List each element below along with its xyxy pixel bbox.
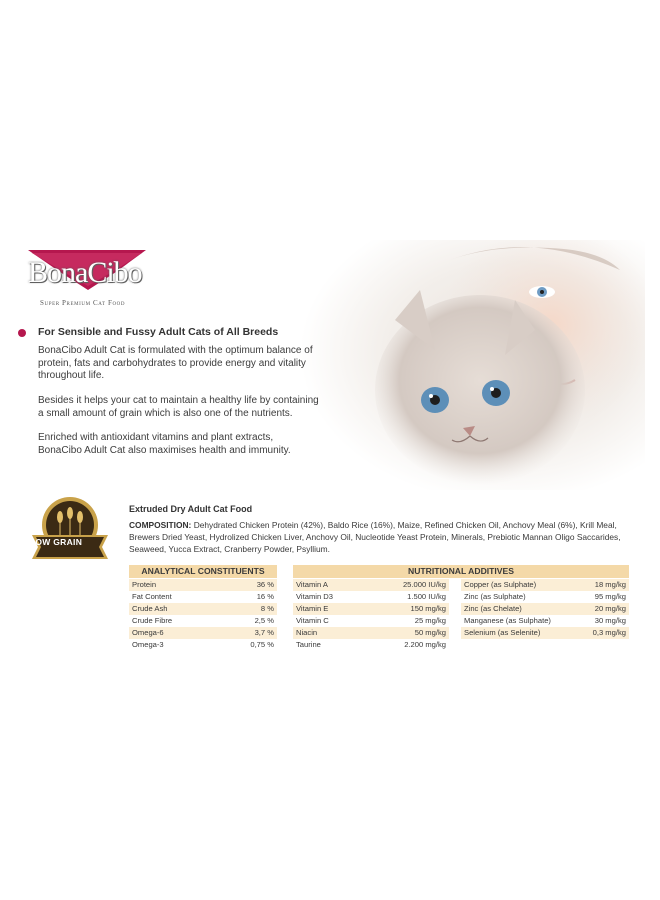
woman-and-cat-photo [300,240,645,490]
row-value: 150 mg/kg [410,604,446,613]
row-label: Crude Ash [132,604,168,613]
row-label: Zinc (as Sulphate) [464,592,526,601]
intro-paragraph [38,345,328,383]
intro-heading: For Sensible and Fussy Adult Cats of All Breeds [38,326,279,338]
brand-tagline: Super Premium Cat Food [40,299,126,307]
row-value: 0,75 % [250,640,274,649]
row-value: 16 % [256,592,274,601]
intro-paragraph [38,432,328,457]
row-label: Omega-3 [132,640,164,649]
row-value: 18 mg/kg [594,580,626,589]
text-line: BonaCibo Adult Cat is formulated with the optimum balance of [38,345,313,356]
table-row [293,591,449,603]
table-row [293,615,449,627]
table-row [129,639,277,651]
row-value: 1.500 IU/kg [407,592,446,601]
text-line: Enriched with antioxidant vitamins and plant extracts, [38,432,274,443]
row-value: 25.000 IU/kg [402,580,446,589]
table-row [293,627,449,639]
row-value: 8 % [260,604,274,613]
table-row [129,591,277,603]
row-label: Taurine [296,640,321,649]
text-line: BonaCibo Adult Cat also maximises health and immunity. [38,444,291,456]
row-label: Vitamin D3 [296,592,334,601]
row-value: 25 mg/kg [414,616,446,625]
row-label: Manganese (as Sulphate) [464,616,551,625]
row-label: Vitamin A [296,580,328,589]
brand-name: BonaCibo [28,256,142,289]
table-row [461,627,629,639]
row-value: 3,7 % [254,628,274,637]
table-row [461,603,629,615]
row-value: 2,5 % [254,616,274,625]
analytical-table-header: ANALYTICAL CONSTITUENTS [129,565,277,578]
row-value: 0,3 mg/kg [592,628,626,637]
row-value: 36 % [256,580,274,589]
additives-table-header: NUTRITIONAL ADDITIVES [293,565,629,578]
table-row [461,615,629,627]
row-value: 95 mg/kg [594,592,626,601]
table-row [293,639,449,651]
table-row [461,591,629,603]
table-row [129,579,277,591]
product-title: Extruded Dry Adult Cat Food [129,504,253,514]
row-label: Niacin [296,628,318,637]
row-label: Vitamin E [296,604,329,613]
text-line: Besides it helps your cat to maintain a healthy life by containing [38,395,319,406]
heading-bullet [18,329,26,337]
composition-label: COMPOSITION: [129,520,192,530]
row-value: 20 mg/kg [594,604,626,613]
row-label: Selenium (as Selenite) [464,628,541,637]
row-label: Zinc (as Chelate) [464,604,522,613]
row-value: 50 mg/kg [414,628,446,637]
table-row [129,627,277,639]
text-line: a small amount of grain which is also one of the nutrients. [38,407,293,419]
row-value: 30 mg/kg [594,616,626,625]
badge-label: LOW GRAIN [29,537,83,547]
table-row [461,579,629,591]
composition-text [129,519,629,555]
table-row [129,603,277,615]
table-row [129,615,277,627]
row-label: Protein [132,580,157,589]
text-line: throughout life. [38,370,105,381]
row-label: Crude Fibre [132,616,173,625]
composition-ingredients: Dehydrated Chicken Protein (42%), Baldo Rice (16%), Maize, Refined Chicken Oil, Anchovy Meal (6%), Krill Meal, Brewers Dried Yeast, Hydrolized Chicken Liver, Anchovy Oil, Nucleotide Yeast Protein, Minerals, Prebiotic Mannan Oligo Saccarides, Seaweed, Yucca Extract, Cranberry Powder, Psyllium. [129,520,621,554]
table-row [293,579,449,591]
row-label: Vitamin C [296,616,329,625]
intro-paragraph [38,395,328,420]
row-label: Omega-6 [132,628,164,637]
table-row [293,603,449,615]
row-value: 2.200 mg/kg [404,640,446,649]
row-label: Copper (as Sulphate) [464,580,537,589]
low-grain-badge-icon [30,495,110,561]
row-label: Fat Content [132,592,172,601]
text-line: protein, fats and carbohydrates to provide energy and vitality [38,357,306,369]
